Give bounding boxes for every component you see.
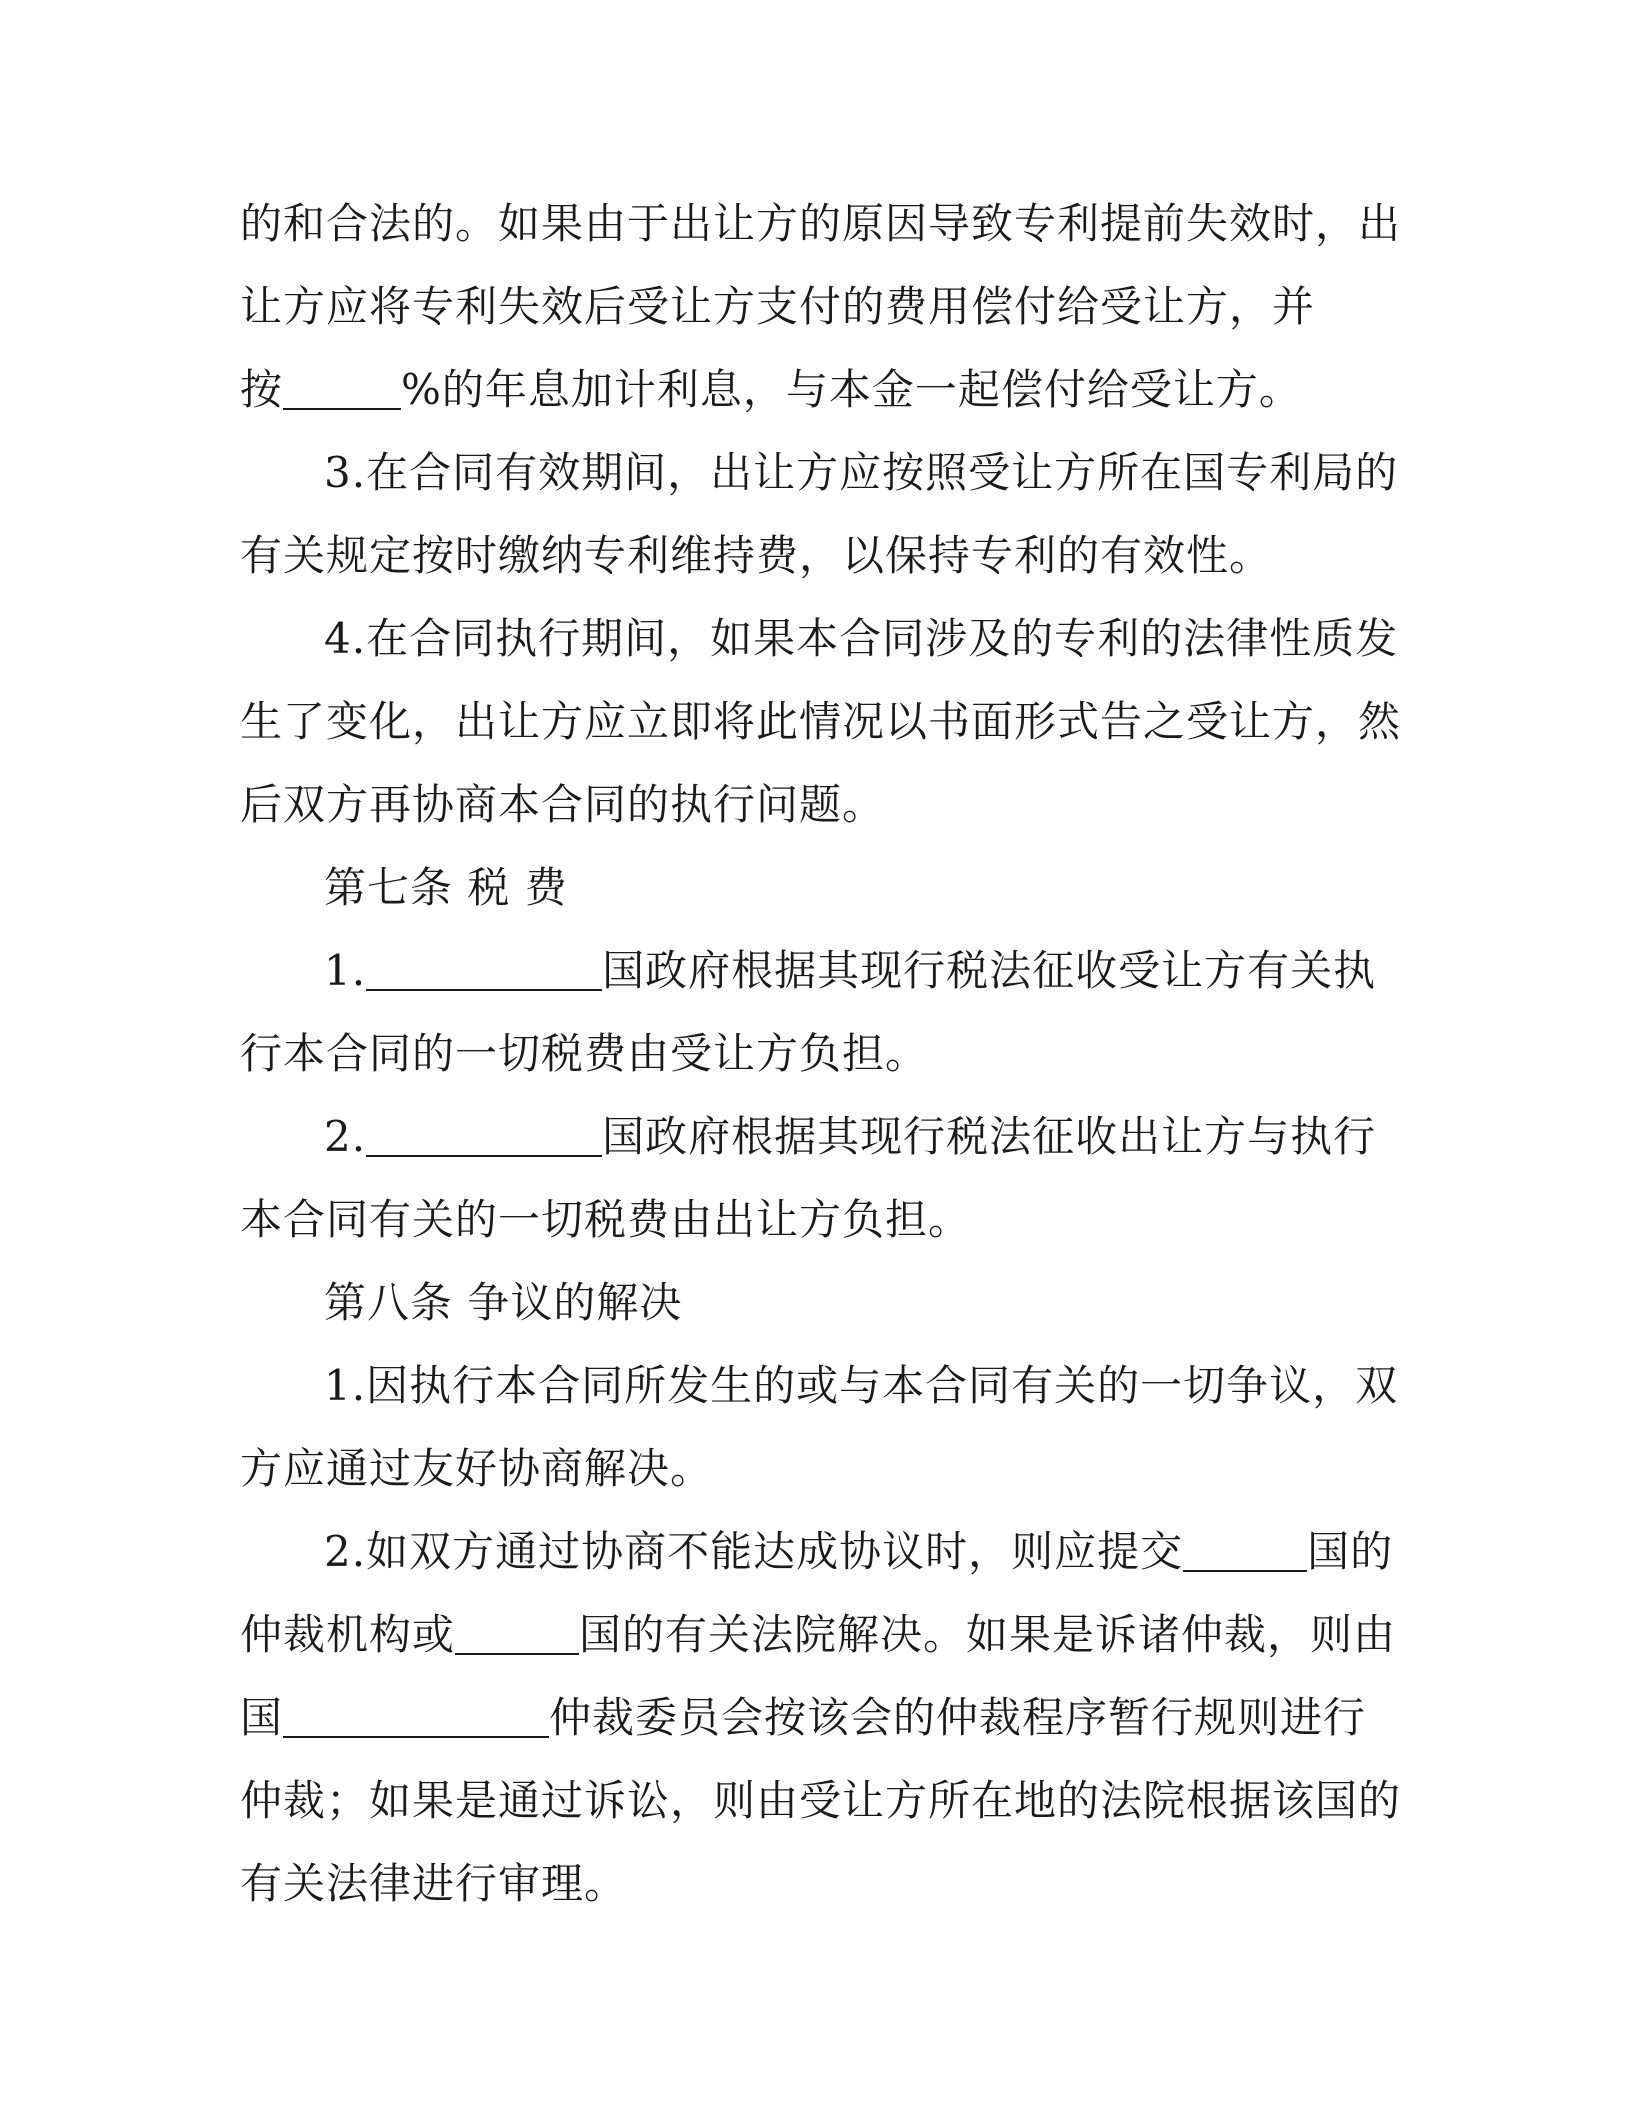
article-heading bbox=[240, 1261, 1392, 1344]
text-line bbox=[240, 182, 1402, 265]
text-span: 国的 bbox=[1307, 1527, 1394, 1576]
text-span: 1. bbox=[324, 946, 367, 995]
text-line bbox=[240, 348, 1392, 431]
text-line bbox=[240, 431, 1399, 514]
text-span: 本合同有关的一切税费由出让方负担。 bbox=[240, 1195, 972, 1244]
text-line bbox=[240, 514, 1392, 597]
text-span: 有关法律进行审理。 bbox=[240, 1859, 628, 1908]
text-span: 1.因执行本合同所发生的或与本合同有关的一切争议，双 bbox=[324, 1361, 1399, 1410]
text-span: 国政府根据其现行税法征收出让方与执行 bbox=[602, 1112, 1377, 1161]
text-line bbox=[240, 929, 1392, 1012]
fill-in-blank bbox=[283, 366, 401, 410]
text-span: 仲裁机构或 bbox=[240, 1610, 456, 1659]
text-span: 的和合法的。如果由于出让方的原因导致专利提前失效时，出 bbox=[240, 199, 1402, 248]
text-span: 生了变化，出让方应立即将此情况以书面形式告之受让方，然 bbox=[240, 697, 1402, 746]
text-span: 有关规定按时缴纳专利维持费，以保持专利的有效性。 bbox=[240, 531, 1273, 580]
text-span: 第七条 税 费 bbox=[324, 863, 568, 912]
text-line bbox=[240, 265, 1392, 348]
text-line bbox=[240, 1427, 1392, 1510]
text-span: 仲裁；如果是通过诉讼，则由受让方所在地的法院根据该国的 bbox=[240, 1776, 1402, 1825]
text-span: 让方应将专利失效后受让方支付的费用偿付给受让方，并 bbox=[240, 282, 1316, 331]
text-line bbox=[240, 1676, 1392, 1759]
text-span: 后双方再协商本合同的执行问题。 bbox=[240, 780, 886, 829]
text-span: 行本合同的一切税费由受让方负担。 bbox=[240, 1029, 929, 1078]
text-span: 第八条 争议的解决 bbox=[324, 1278, 683, 1327]
text-line bbox=[240, 1842, 1392, 1925]
text-span: 国政府根据其现行税法征收受让方有关执 bbox=[602, 946, 1377, 995]
text-line bbox=[240, 1593, 1397, 1676]
text-span: 国的有关法院解决。如果是诉诸仲裁，则由 bbox=[579, 1610, 1397, 1659]
text-span: 国 bbox=[240, 1693, 284, 1742]
fill-in-blank bbox=[366, 1113, 602, 1157]
text-span: 方应通过友好协商解决。 bbox=[240, 1444, 714, 1493]
article-heading bbox=[240, 846, 1392, 929]
text-span: 按 bbox=[240, 365, 284, 414]
text-line bbox=[240, 1178, 1392, 1261]
fill-in-blank bbox=[283, 1694, 549, 1738]
text-line bbox=[240, 1012, 1392, 1095]
text-line bbox=[240, 597, 1399, 680]
fill-in-blank bbox=[455, 1611, 579, 1655]
fill-in-blank bbox=[1183, 1528, 1307, 1572]
text-span: 仲裁委员会按该会的仲裁程序暂行规则进行 bbox=[549, 1693, 1367, 1742]
text-span: 3.在合同有效期间，出让方应按照受让方所在国专利局的 bbox=[324, 448, 1399, 497]
text-line bbox=[240, 1510, 1392, 1593]
text-line bbox=[240, 1759, 1402, 1842]
text-line bbox=[240, 1344, 1399, 1427]
text-line bbox=[240, 680, 1402, 763]
text-span: 2.如双方通过协商不能达成协议时，则应提交 bbox=[324, 1527, 1184, 1576]
text-span: %的年息加计利息，与本金一起偿付给受让方。 bbox=[401, 365, 1302, 414]
fill-in-blank bbox=[366, 947, 602, 991]
text-line bbox=[240, 1095, 1392, 1178]
text-span: 4.在合同执行期间，如果本合同涉及的专利的法律性质发 bbox=[324, 614, 1399, 663]
text-line bbox=[240, 763, 1392, 846]
text-span: 2. bbox=[324, 1112, 367, 1161]
document-page bbox=[240, 182, 1402, 1925]
